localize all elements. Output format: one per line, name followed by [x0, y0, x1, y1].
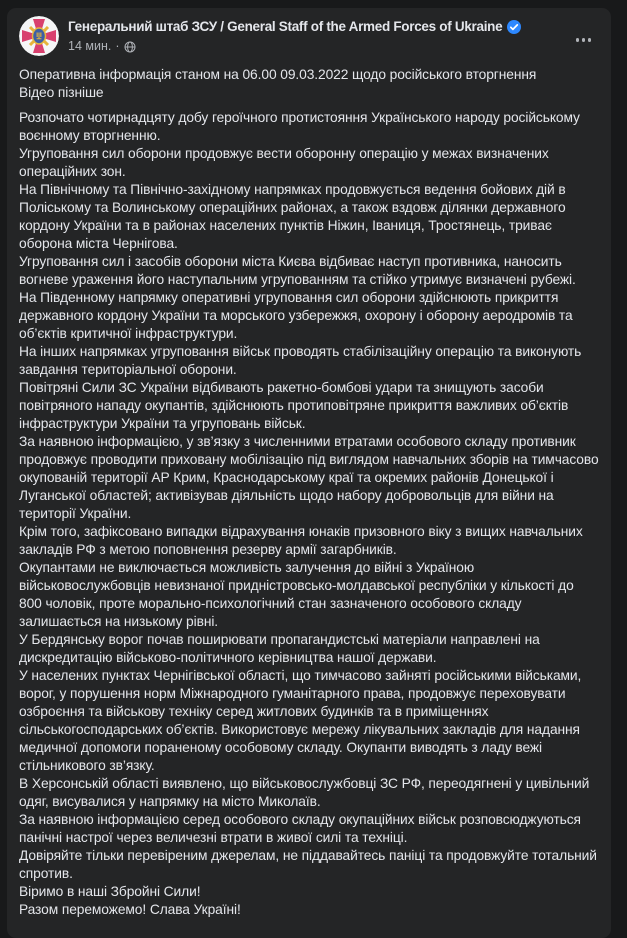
post-paragraph: Розпочато чотирнадцяту добу героїчного протистояння Українського народу російському воєнному вторгненню. [19, 110, 580, 143]
post-paragraph: Разом переможемо! Слава Україні! [19, 902, 241, 917]
post-header-text [68, 16, 521, 54]
ellipsis-more-icon [576, 38, 580, 42]
post-paragraph: Окупантами не виключається можливість залучення до війні з Україною військовослужбовців невизнаної придністровсько-молдавської республіки у кількості до 800 чоловік, проте морально-психологічний стан зазначеного особового складу залишається на низькому рівні. [19, 560, 574, 629]
post-paragraph: У Бердянську ворог почав поширювати пропагандистські матеріали направлені на дискредитацію військово-політичного керівництва нашої держави. [19, 632, 540, 665]
post-paragraph: Повітряні Сили ЗС України відбивають ракетно-бомбові удари та знищують засоби повітряного нападу окупантів, здійснюють протиповітряне прикриття важливих об’єктів інфраструктури України та угруповань військ. [19, 380, 569, 431]
post-paragraph: Угруповання сил оборони продовжує вести оборонну операцію у межах визначених операційних зон. [19, 146, 549, 179]
post-paragraph: За наявною інформацією серед особового складу окупаційних військ розповсюджуються панічні настрої через величезні втрати в живої силі та техніці. [19, 812, 581, 845]
name-row [68, 18, 521, 36]
post-body [19, 109, 599, 919]
facebook-post-card [7, 8, 611, 938]
post-paragraph: На Північному та Північно-західному напрямках продовжується ведення бойових дій в Поліському та Волинському операційних районах, а також вздовж ділянки державного кордону України та в районах населених пунктів Ніжин, Іваниця, Тростянець, триває оборона міста Чернігова. [19, 182, 566, 251]
meta-separator: · [115, 39, 120, 53]
post-intro [19, 66, 599, 102]
post-text [19, 66, 599, 919]
post-paragraph: В Херсонській області виявлено, що військовослужбовці ЗС РФ, переодягнені у цивільний одяг, висувалися у напрямку на місто Миколаїв. [19, 776, 590, 809]
post-paragraph: За наявною інформацією, у зв’язку з численними втратами особового складу противник продовжує проводити приховану мобілізацію під виглядом навчальних зборів на тимчасово окупованій території АР Крим, Краснодарському краї та окремих районів Донецької і Луганської областей; активізував діяльність щодо набору добровольців для війни на території України. [19, 434, 599, 521]
post-paragraph: На інших напрямках угруповання військ проводять стабілізаційну операцію та виконують завдання територіальної оборони. [19, 344, 582, 377]
verified-badge-icon [507, 20, 521, 34]
post-header [19, 16, 599, 56]
post-paragraph: Віримо в наші Збройні Сили! [19, 884, 201, 899]
ellipsis-more-icon [582, 38, 586, 42]
post-intro-line: Відео пізніше [19, 85, 104, 100]
avatar[interactable] [19, 16, 59, 56]
more-options-button[interactable] [570, 30, 598, 50]
post-paragraph: У населених пунктах Чернігівської області, що тимчасово зайняті російськими військами, ворог, у порушення норм Міжнародного гуманітарного права, продовжує переховувати озброєння та військову техніку серед житлових будинків та в приміщеннях сільськогосподарських об’єктів. Використовує мережу лікувальних закладів для надання медичної допомоги пораненому особовому складу. Окупанти виводять з ладу вежі стільникового зв’язку. [19, 668, 582, 773]
globe-public-icon [124, 41, 136, 53]
post-intro-line: Оперативна інформація станом на 06.00 09.03.2022 щодо російського вторгнення [19, 67, 537, 82]
timestamp-link[interactable]: 14 мин. [68, 39, 112, 53]
post-paragraph: Довіряйте тільки перевіреним джерелам, не піддавайтесь паніці та продовжуйте тотальний спротив. [19, 848, 597, 881]
general-staff-emblem-icon [19, 16, 59, 56]
ellipsis-more-icon [588, 38, 592, 42]
post-meta-row [68, 38, 521, 54]
post-paragraph: На Південному напрямку оперативні угруповання сил оборони здійснюють прикриття державного кордону України та морського узбережжя, охорону і оборону аеродромів та об’єктів критичної інфраструктури. [19, 290, 573, 341]
page-name-link[interactable]: Генеральний штаб ЗСУ / General Staff of the Armed Forces of Ukraine [68, 19, 503, 34]
post-paragraph: Крім того, зафіксовано випадки відрахування юнаків призовного віку з вищих навчальних закладів РФ з метою поповнення резерву армії загарбників. [19, 524, 583, 557]
post-paragraph: Угруповання сил і засобів оборони міста Києва відбиває наступ противника, наносить вогневе ураження його наступальним угрупованням та стійко утримує визначені рубежі. [19, 254, 576, 287]
